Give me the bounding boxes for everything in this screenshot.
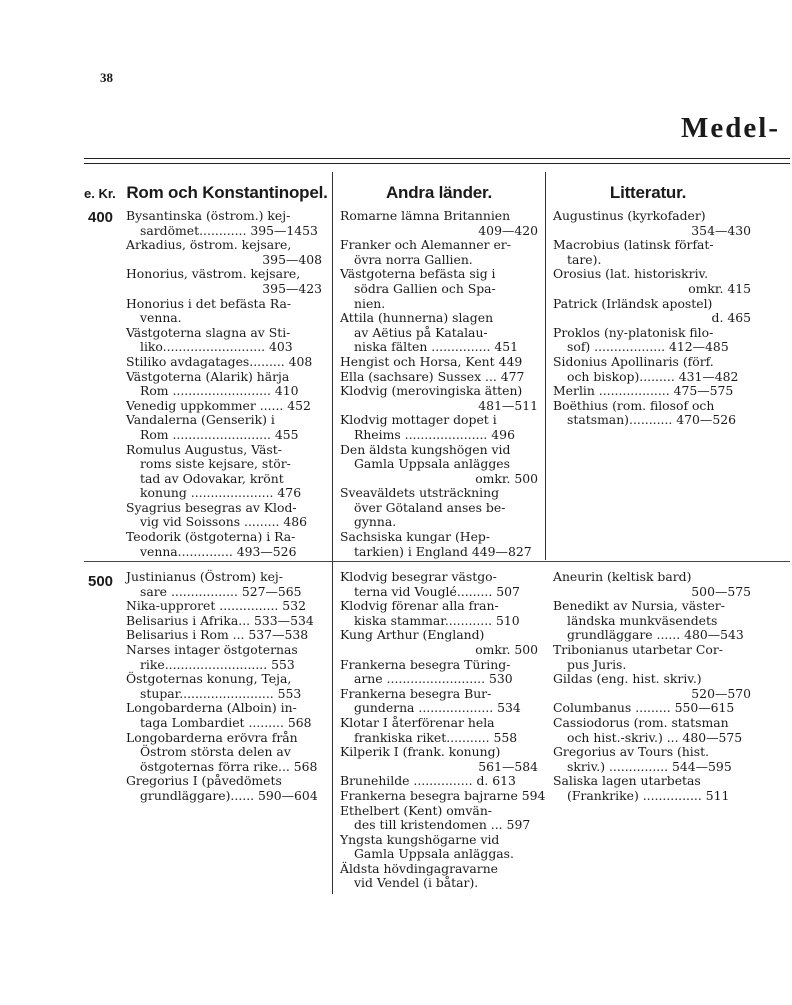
text-line: venna. <box>140 310 182 326</box>
text-line: 481—511 <box>478 397 538 413</box>
text-line: Sachsiska kungar (Hep- <box>340 529 491 545</box>
text-line: över Götaland anses be- <box>354 499 506 515</box>
text-line: Rheims ..................... 496 <box>354 426 515 442</box>
text-line: Attila (hunnerna) slagen <box>340 310 494 326</box>
text-line: ländska munkväsendets <box>567 612 718 628</box>
text-line: rike.......................... 553 <box>140 656 295 672</box>
text-line: Franker och Alemanner er- <box>340 237 511 253</box>
text-line: sof) .................. 412—485 <box>567 339 729 355</box>
text-line: Ethelbert (Kent) omvän- <box>340 802 492 818</box>
text-line: Narses intager östgoternas <box>126 641 298 657</box>
text-line: Klodvig besegrar västgo- <box>340 569 497 584</box>
text-line: Klodvig (merovingiska ätten) <box>340 383 523 399</box>
text-line: arne ......................... 530 <box>354 671 513 687</box>
text-line: Macrobius (latinsk förfat- <box>553 237 714 253</box>
text-line: grundläggare ...... 480—543 <box>567 627 744 643</box>
text-line: östgoternas förra rike... 568 <box>140 758 318 774</box>
text-line: Orosius (lat. historiskriv. <box>553 266 709 282</box>
text-line: Gamla Uppsala anläggas. <box>354 846 514 862</box>
text-line: Rom ......................... 455 <box>140 426 299 442</box>
text-line: Gildas (eng. hist. skriv.) <box>553 671 702 687</box>
text-line: Cassiodorus (rom. statsman <box>553 714 729 730</box>
text-line: Augustinus (kyrkofader) <box>553 208 706 223</box>
text-line: Brunehilde ............... d. 613 <box>340 773 516 789</box>
text-line: tare). <box>567 251 602 267</box>
text-line: tarkien) i England 449—827 <box>354 543 532 559</box>
page-title: Medel- <box>681 112 780 144</box>
text-line: Columbanus ......... 550—615 <box>553 700 735 716</box>
text-line: Klodvig förenar alla fran- <box>340 598 499 614</box>
text-line: roms siste kejsare, stör- <box>140 456 291 472</box>
year-500: 500 <box>88 573 114 590</box>
text-line: Merlin .................. 475—575 <box>553 383 734 399</box>
text-line: taga Lombardiet ......... 568 <box>140 714 312 730</box>
text-line: Frankerna besegra Bur- <box>340 685 492 701</box>
text-line: terna vid Vouglé......... 507 <box>354 583 520 599</box>
text-line: Rom ......................... 410 <box>140 383 299 399</box>
column-other-400 <box>340 209 538 559</box>
section-divider <box>84 561 790 562</box>
text-line: Tribonianus utarbetar Cor- <box>553 641 723 657</box>
text-line: 561—584 <box>478 758 538 774</box>
text-line: Kung Arthur (England) <box>340 627 485 643</box>
text-line: Teodorik (östgoterna) i Ra- <box>126 529 296 545</box>
text-line: Benedikt av Nursia, väster- <box>553 598 725 614</box>
text-line: (Frankrike) ............... 511 <box>567 787 730 803</box>
text-line: omkr. 415 <box>688 280 751 296</box>
text-line: Saliska lagen utarbetas <box>553 773 701 789</box>
text-line: 500—575 <box>691 583 751 599</box>
text-line: Belisarius i Rom ... 537—538 <box>126 627 309 643</box>
header-rome: Rom och Konstantinopel. <box>126 183 328 202</box>
text-line: Nika-upproret ............... 532 <box>126 598 306 614</box>
text-line: omkr. 500 <box>475 470 538 486</box>
text-line: Ella (sachsare) Sussex ... 477 <box>340 368 525 384</box>
text-line: Stiliko avdagatages......... 408 <box>126 353 313 369</box>
text-line: södra Gallien och Spa- <box>354 280 496 296</box>
column-divider-2 <box>545 172 546 560</box>
text-line: 354—430 <box>691 222 751 238</box>
text-line: pus Juris. <box>567 656 627 672</box>
column-rome-500 <box>126 570 322 804</box>
text-line: grundläggare)...... 590—604 <box>140 787 318 803</box>
text-line: Sidonius Apollinaris (förf. <box>553 353 714 369</box>
header-lit: Litteratur. <box>609 183 687 202</box>
text-line: Östrom största delen av <box>140 744 291 760</box>
text-line: Bysantinska (östrom.) kej- <box>126 208 291 223</box>
text-line: gunderna ................... 534 <box>354 700 521 716</box>
text-line: Frankerna besegra Türing- <box>340 656 511 672</box>
text-line: och biskop)......... 431—482 <box>567 368 739 384</box>
page-number: 38 <box>100 70 113 85</box>
text-line: niska fälten ............... 451 <box>354 339 518 355</box>
text-line: Honorius, västrom. kejsare, <box>126 266 301 282</box>
header-other: Andra länder. <box>385 183 493 202</box>
text-line: Kilperik I (frank. konung) <box>340 744 501 760</box>
text-line: konung ..................... 476 <box>140 485 302 501</box>
text-line: 520—570 <box>691 685 751 701</box>
text-line: Boëthius (rom. filosof och <box>553 397 715 413</box>
text-line: Klotar I återförenar hela <box>340 714 495 730</box>
text-line: frankiska riket........... 558 <box>354 729 518 745</box>
text-line: Longobarderna erövra från <box>126 729 298 745</box>
text-line: Romulus Augustus, Väst- <box>126 441 282 457</box>
header-rule-top <box>84 158 790 159</box>
text-line: omkr. 500 <box>475 641 538 657</box>
text-line: Östgoternas konung, Teja, <box>126 671 292 687</box>
text-line: Romarne lämna Britannien <box>340 208 511 223</box>
text-line: Västgoterna (Alarik) härja <box>126 368 290 384</box>
text-line: kiska stammar............ 510 <box>354 612 520 628</box>
text-line: Frankerna besegra bajrarne 594 <box>340 787 546 803</box>
text-line: Klodvig mottager dopet i <box>340 412 497 428</box>
text-line: 395—423 <box>262 280 322 296</box>
era-label: e. Kr. <box>84 186 116 201</box>
column-rome-400 <box>126 209 322 559</box>
text-line: sardömet............ 395—1453 <box>140 222 318 238</box>
text-line: statsman)........... 470—526 <box>567 412 736 428</box>
text-line: Yngsta kungshögarne vid <box>340 831 500 847</box>
text-line: Arkadius, östrom. kejsare, <box>126 237 292 253</box>
text-line: des till kristendomen ... 597 <box>354 817 531 833</box>
text-line: Hengist och Horsa, Kent 449 <box>340 353 523 369</box>
text-line: vid Vendel (i båtar). <box>354 875 479 891</box>
text-line: d. 465 <box>711 310 751 326</box>
text-line: venna.............. 493—526 <box>140 543 297 559</box>
text-line: Västgoterna befästa sig i <box>340 266 496 282</box>
text-line: Äldsta hövdingagravarne <box>340 860 499 876</box>
text-line: Justinianus (Östrom) kej- <box>126 569 283 584</box>
text-line: Gregorius av Tours (hist. <box>553 744 710 760</box>
text-line: Proklos (ny-platonisk filo- <box>553 324 714 340</box>
text-line: Den äldsta kungshögen vid <box>340 441 511 457</box>
text-line: vig vid Soissons ......... 486 <box>140 514 308 530</box>
text-line: 409—420 <box>478 222 538 238</box>
column-divider-1 <box>332 172 333 894</box>
text-line: nien. <box>354 295 386 311</box>
text-line: tad av Odovakar, krönt <box>140 470 284 486</box>
text-line: Aneurin (keltisk bard) <box>553 569 692 584</box>
text-line: Vandalerna (Genserik) i <box>126 412 275 428</box>
text-line: liko.......................... 403 <box>140 339 293 355</box>
text-line: sare ................. 527—565 <box>140 583 302 599</box>
text-line: Patrick (Irländsk apostel) <box>553 295 713 311</box>
text-line: stupar........................ 553 <box>140 685 302 701</box>
text-line: av Aëtius på Katalau- <box>354 324 488 340</box>
text-line: och hist.-skriv.) ... 480—575 <box>567 729 743 745</box>
header-rule-bottom <box>84 163 790 164</box>
year-400: 400 <box>88 209 114 226</box>
column-lit-500 <box>553 570 751 804</box>
text-line: skriv.) ............... 544—595 <box>567 758 732 774</box>
text-line: Honorius i det befästa Ra- <box>126 295 292 311</box>
column-lit-400 <box>553 209 751 428</box>
text-line: Västgoterna slagna av Sti- <box>126 324 291 340</box>
text-line: Venedig uppkommer ...... 452 <box>126 397 311 413</box>
text-line: Syagrius besegras av Klod- <box>126 499 297 515</box>
column-other-500 <box>340 569 546 891</box>
text-line: Gregorius I (påvedömets <box>126 773 282 789</box>
text-line: Gamla Uppsala anlägges <box>354 456 510 472</box>
text-line: Sveaväldets utsträckning <box>340 485 500 501</box>
text-line: Longobarderna (Alboin) in- <box>126 700 297 716</box>
text-line: 395—408 <box>262 251 322 267</box>
text-line: Belisarius i Afrika... 533—534 <box>126 612 314 628</box>
text-line: övra norra Gallien. <box>354 251 473 267</box>
text-line: gynna. <box>354 514 397 530</box>
